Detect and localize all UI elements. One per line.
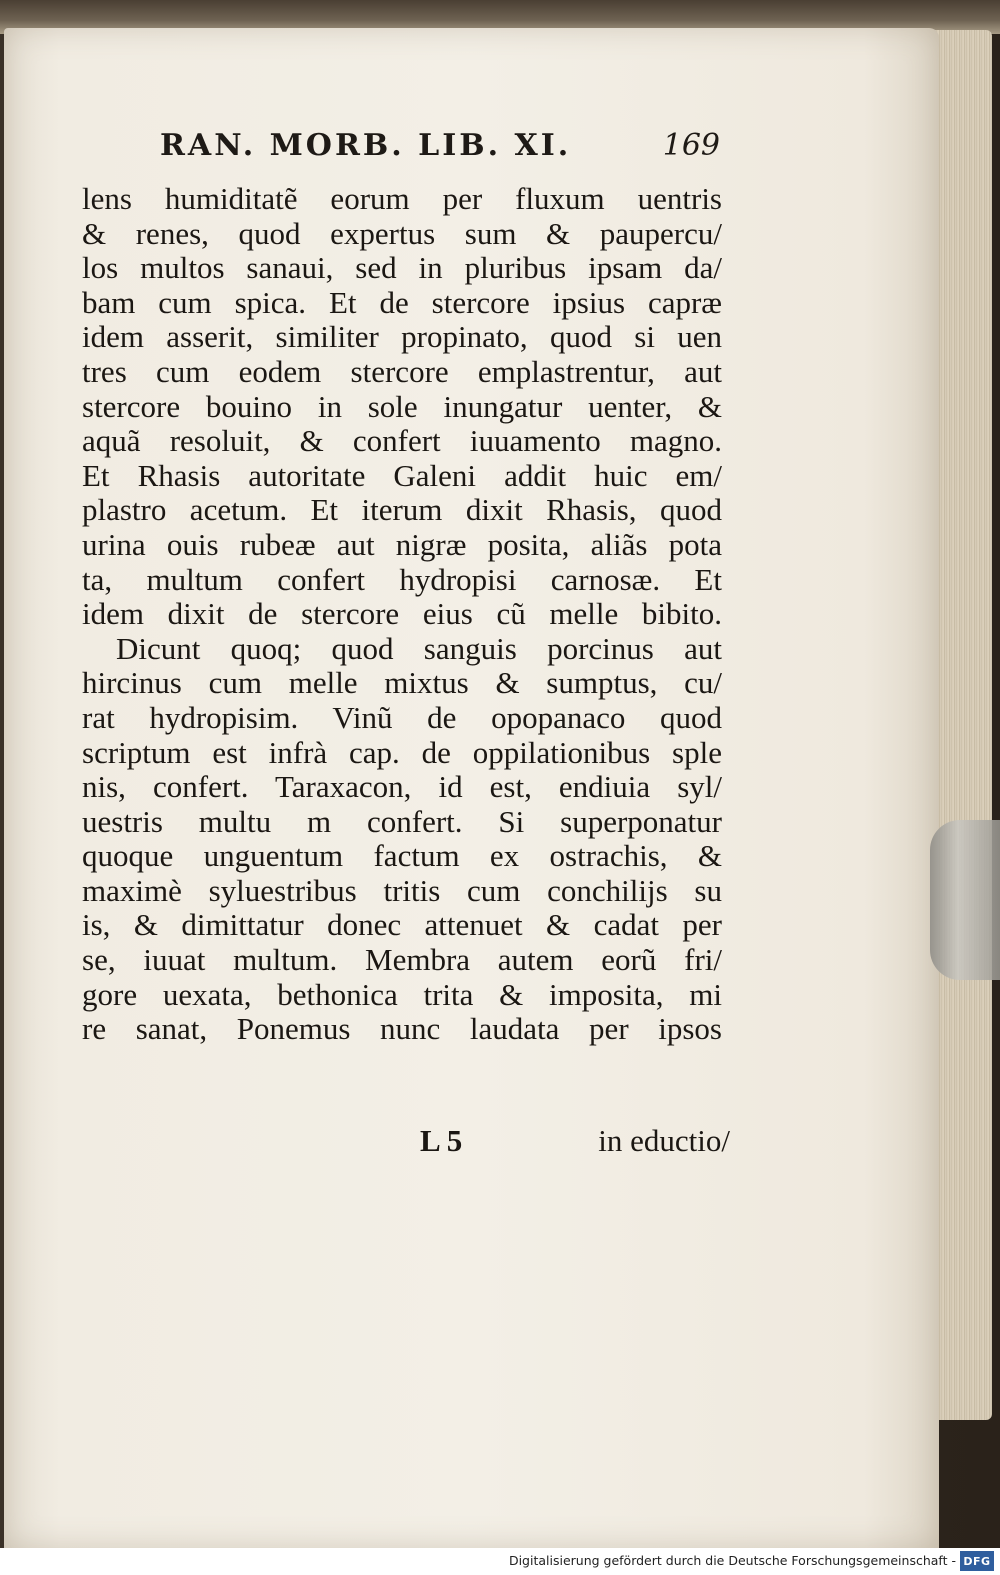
- text-line: & renes, quod expertus sum & paupercu/: [82, 216, 722, 251]
- text-line: is, & dimittatur donec attenuet & cadat per: [82, 908, 722, 943]
- dfg-logo: DFG: [960, 1551, 994, 1571]
- text-line: quoque unguentum factum ex ostrachis, &: [82, 839, 722, 874]
- page-stack-edge: [930, 30, 992, 1420]
- show-through-text: [748, 812, 868, 942]
- text-line: re sanat, Ponemus nunc laudata per ipsos: [82, 1012, 722, 1047]
- text-line: maximè syluestribus tritis cum conchilijs su: [82, 873, 722, 908]
- page-number: 169: [662, 128, 720, 163]
- text-line: scriptum est infrà cap. de oppilationibus sple: [82, 735, 722, 770]
- text-line: stercore bouino in sole inungatur uenter, &: [82, 389, 722, 424]
- signature-line: [82, 1123, 730, 1163]
- text-line: nis, confert. Taraxacon, id est, endiuia syl/: [82, 770, 722, 805]
- text-line: los multos sanaui, sed in pluribus ipsam da/: [82, 251, 722, 286]
- text-line: idem dixit de stercore eius cũ melle bibito.: [82, 597, 722, 632]
- text-line: gore uexata, bethonica trita & imposita, mi: [82, 977, 722, 1012]
- signature-mark: L 5: [420, 1123, 463, 1158]
- text-line: urina ouis rubeæ aut nigræ posita, aliãs pota: [82, 527, 722, 562]
- text-line: Dicunt quoq; quod sanguis porcinus aut: [116, 631, 722, 666]
- text-line: se, iuuat multum. Membra autem eorũ fri/: [82, 943, 722, 978]
- text-line: uestris multu m confert. Si superponatur: [82, 804, 722, 839]
- text-line: lens humiditatẽ eorum per fluxum uentris: [82, 182, 722, 216]
- page-clip: [930, 820, 1000, 980]
- catchword: in eductio/: [598, 1123, 730, 1158]
- text-line: tres cum eodem stercore emplastrentur, aut: [82, 354, 722, 389]
- text-line: bam cum spica. Et de stercore ipsius capræ: [82, 285, 722, 320]
- text-line: ta, multum confert hydropisi carnosæ. Et: [82, 562, 722, 597]
- text-line: aquã resoluit, & confert iuuamento magno.: [82, 424, 722, 459]
- text-line: plastro acetum. Et iterum dixit Rhasis, quod: [82, 493, 722, 528]
- running-head: RAN. MORB. LIB. XI.: [160, 128, 572, 163]
- text-line: hircinus cum melle mixtus & sumptus, cu/: [82, 666, 722, 701]
- digitization-credit: Digitalisierung gefördert durch die Deutsche Forschungsgemeinschaft -: [508, 1553, 956, 1568]
- text-line: rat hydropisim. Vinũ de opopanaco quod: [82, 700, 722, 735]
- body-text: [82, 182, 722, 1047]
- text-line: Et Rhasis autoritate Galeni addit huic em/: [82, 458, 722, 493]
- page-header: [160, 128, 720, 168]
- text-line: idem asserit, similiter propinato, quod si uen: [82, 320, 722, 355]
